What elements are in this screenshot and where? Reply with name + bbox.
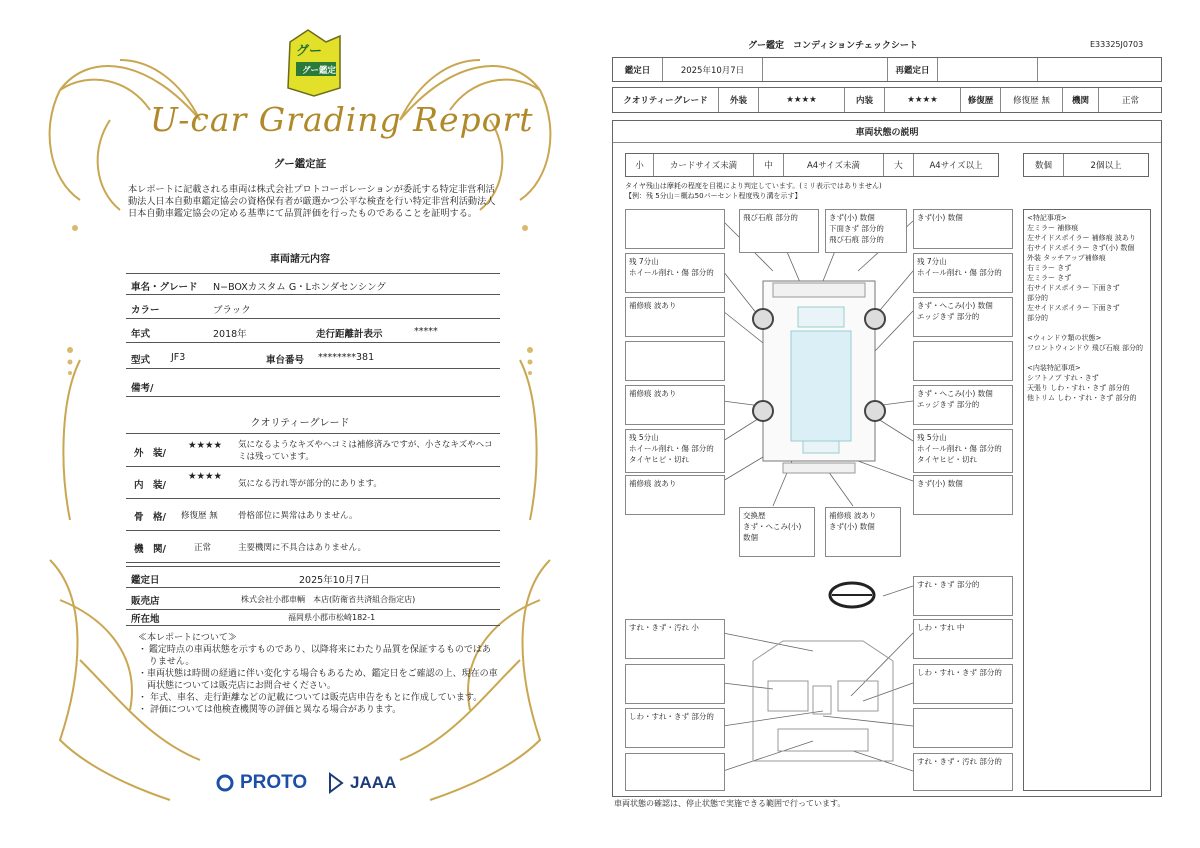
- steering-wheel-icon: [830, 583, 874, 607]
- interior-row: [126, 467, 500, 499]
- note-item: ・ 評価については他検査機関等の評価と異なる場合があります。: [138, 705, 402, 715]
- condition-box-top-2: きず(小) 数個 下面きず 部分的 飛び石痕 部分的: [825, 209, 907, 253]
- engine-value: 正常: [1121, 96, 1139, 106]
- repair-value: 修復歴 無: [1001, 88, 1063, 112]
- year-value: 2018年: [213, 329, 247, 340]
- proto-mark-icon: [216, 773, 234, 793]
- condition-box-right-2: 残 7分山 ホイール削れ・傷 部分的: [913, 253, 1013, 293]
- interior-box-6: [913, 708, 1013, 748]
- engine-label: 機関: [1063, 88, 1099, 112]
- special-note-line: 左サイドスポイラー 補修痕 波あり: [1027, 234, 1136, 242]
- engine-value: 正常: [194, 543, 212, 553]
- model-row: [126, 347, 500, 369]
- interior-box-2: しわ・すれ 中: [913, 619, 1013, 659]
- date-table: [612, 57, 1162, 82]
- ext-stars: ★★★★: [759, 88, 845, 112]
- sheet-code: E33325J0703: [1090, 40, 1144, 49]
- size-large: 大: [884, 154, 914, 176]
- frame-label: 骨 格/: [134, 512, 166, 523]
- script-title: U-car Grading Report: [150, 100, 534, 139]
- exterior-row: [126, 433, 500, 467]
- special-note-line: 右サイドスポイラー 下面きず: [1027, 284, 1120, 292]
- jaaa-mark-icon: [328, 772, 344, 794]
- condition-box-left-3: 補修痕 波あり: [625, 297, 725, 337]
- condition-check-sheet: [600, 0, 1200, 848]
- chassis-value: ********381: [318, 352, 375, 363]
- year-label: 年式: [131, 329, 151, 340]
- condition-box-right-4: [913, 341, 1013, 381]
- special-note-line: 部分的: [1027, 294, 1048, 302]
- special-note-line: [1027, 323, 1147, 333]
- special-note-line: <内装特記事項>: [1027, 364, 1081, 372]
- remarks-label: 備考/: [131, 383, 154, 394]
- condition-box-bottom-2: 補修痕 波あり きず(小) 数個: [825, 507, 901, 557]
- steering-condition-box: すれ・きず 部分的: [913, 576, 1013, 616]
- vehicle-name-label: 車名・グレード: [131, 282, 198, 293]
- exterior-stars: ★★★★: [188, 440, 223, 451]
- interior-box-5: しわ・すれ・きず 部分的: [625, 708, 725, 748]
- vehicle-name: N−BOXカスタム G・Lホンダセンシング: [213, 282, 386, 293]
- date-label: 鑑定日: [131, 575, 160, 586]
- condition-box-left-6: 残 5分山 ホイール削れ・傷 部分的 タイヤヒビ・切れ: [625, 429, 725, 473]
- special-note-line: 左ミラー 補修痕: [1027, 224, 1079, 232]
- condition-box-top-3: きず(小) 数個: [913, 209, 1013, 249]
- logo-text: グー鑑定: [302, 66, 337, 76]
- condition-box-top-1: 飛び石痕 部分的: [739, 209, 819, 253]
- interior-box-7: [625, 753, 725, 791]
- condition-box-right-5: きず・へこみ(小) 数個 エッジきず 部分的: [913, 385, 1013, 425]
- special-note-line: <ウィンドウ類の状態>: [1027, 334, 1102, 342]
- tire-note: タイヤ残山は摩耗の程度を目視により判定しています。(ミリ表示ではありません) 【例：残 5分山＝概ね50パーセント程度残り溝を示す】: [625, 182, 882, 200]
- size-small-desc: カードサイズ未満: [654, 154, 754, 176]
- special-note-line: 左サイドスポイラー 下面きず: [1027, 304, 1120, 312]
- interior-stars: ★★★★: [188, 471, 223, 482]
- dealer-value: 株式会社小郡車輌 本店(防衛省共済組合指定店): [241, 595, 416, 604]
- size-mid: 中: [754, 154, 784, 176]
- special-note-line: 天張り しわ・すれ・きず 部分的: [1027, 384, 1130, 392]
- count-label: 数個: [1024, 154, 1064, 176]
- certificate-heading: グー鑑定証: [273, 158, 327, 170]
- car-top-view: [753, 281, 885, 473]
- condition-box-bottom-1: 交換歴 きず・へこみ(小) 数個: [739, 507, 815, 557]
- special-note-line: シフトノブ すれ・きず: [1027, 374, 1099, 382]
- color-value: ブラック: [213, 305, 251, 316]
- redate-label: 再鑑定日: [888, 58, 938, 81]
- special-note-line: 部分的: [1027, 314, 1048, 322]
- size-small: 小: [626, 154, 654, 176]
- address-label: 所在地: [131, 614, 160, 625]
- mileage-label: 走行距離計表示: [316, 329, 383, 340]
- remarks-row: [126, 375, 500, 397]
- sheet-footer: 車両状態の確認は、停止状態で実施できる範囲で行っています。: [614, 799, 846, 808]
- year-row: [126, 321, 500, 343]
- condition-box-left-7: 補修痕 波あり: [625, 475, 725, 515]
- condition-panel: [612, 120, 1162, 797]
- interior-text: 気になる汚れ等が部分的にあります。: [238, 479, 382, 489]
- condition-box-left-4: [625, 341, 725, 381]
- special-note-line: 左ミラー きず: [1027, 274, 1072, 282]
- quality-table: [612, 87, 1162, 113]
- condition-box-right-3: きず・へこみ(小) 数個 エッジきず 部分的: [913, 297, 1013, 337]
- ext-label: 外装: [719, 88, 759, 112]
- special-note-line: フロントウィンドウ 飛び石痕 部分的: [1027, 344, 1144, 352]
- count-desc: 2個以上: [1090, 161, 1122, 171]
- condition-box-right-6: 残 5分山 ホイール削れ・傷 部分的 タイヤヒビ・切れ: [913, 429, 1013, 473]
- int-stars: ★★★★: [885, 88, 961, 112]
- repair-label: 修復歴: [961, 88, 1001, 112]
- quality-label: クオリティーグレード: [613, 88, 719, 112]
- special-note-line: 右ミラー きず: [1027, 264, 1072, 272]
- special-note-line: [1027, 353, 1147, 363]
- condition-box-right-7: きず(小) 数個: [913, 475, 1013, 515]
- notes-title: ≪本レポートについて≫: [138, 633, 237, 643]
- interior-box-8: すれ・きず・汚れ 部分的: [913, 753, 1013, 791]
- size-large-desc: A4サイズ以上: [929, 161, 983, 171]
- special-note-line: 右サイドスポイラー きず(小) 数個: [1027, 244, 1135, 252]
- interior-label: 内 装/: [134, 480, 166, 491]
- special-note-line: 外装 タッチアップ補修痕: [1027, 254, 1106, 262]
- proto-logo: PROTO: [216, 772, 307, 794]
- int-label: 内装: [845, 88, 885, 112]
- sheet-title: グー鑑定 コンディションチェックシート: [748, 41, 918, 51]
- car-interior-view: [753, 641, 893, 761]
- model-label: 型式: [131, 355, 151, 366]
- condition-box-left-2: 残 7分山 ホイール削れ・傷 部分的: [625, 253, 725, 293]
- date-label: 鑑定日: [613, 58, 663, 81]
- size-mid-desc: A4サイズ未満: [784, 154, 884, 176]
- date-value: 2025年10月7日: [299, 575, 370, 586]
- special-note-line: <特記事項>: [1027, 214, 1067, 222]
- condition-box-left-5: 補修痕 波あり: [625, 385, 725, 425]
- interior-box-1: すれ・きず・汚れ 小: [625, 619, 725, 659]
- date-row: [126, 566, 500, 588]
- intro-text: 本レポートに記載される車両は株式会社プロトコーポレーションが委託する特定非営利活動法人日本自動車鑑定協会の資格保有者が厳選かつ公平な検査を行い特定非営利活動法人日本自動車鑑定協会の定める基準にて品質評価を行ったものであることを証明する。: [128, 184, 496, 219]
- redate-value: [938, 58, 1038, 81]
- engine-text: 主要機関に不具合はありません。: [238, 543, 367, 553]
- color-row: [126, 297, 500, 319]
- vehicle-name-row: [126, 273, 500, 295]
- dealer-row: [126, 588, 500, 610]
- engine-row: [126, 531, 500, 563]
- special-note-line: 他トリム しわ・すれ・きず 部分的: [1027, 394, 1137, 402]
- frame-text: 骨格部位に異常はありません。: [238, 511, 358, 521]
- note-item: ・ 車両状態は時間の経過に伴い変化する場合もあるため、鑑定日をご確認の上、現在の車両状態については販売店にお問合せください。: [138, 669, 498, 691]
- address-row: [126, 608, 500, 626]
- color-label: カラー: [131, 305, 160, 316]
- section-title: 車両状態の説明: [613, 121, 1161, 143]
- frame-row: [126, 499, 500, 531]
- special-notes: [1023, 209, 1151, 791]
- engine-label: 機 関/: [134, 544, 166, 555]
- blank-cell: [763, 58, 888, 81]
- exterior-label: 外 装/: [134, 448, 166, 459]
- note-item: ・ 年式、車名、走行距離などの記載については販売店申告をもとに作成しています。: [138, 693, 483, 703]
- date-value: 2025年10月7日: [663, 58, 763, 81]
- exterior-text: 気になるようなキズやヘコミは補修済みですが、小さなキズやヘコミは残っています。: [238, 440, 493, 462]
- model-value: JF3: [171, 352, 186, 363]
- address-value: 福岡県小郡市松崎182-1: [288, 613, 376, 622]
- condition-box-left-1: [625, 209, 725, 249]
- dealer-label: 販売店: [131, 596, 160, 607]
- logo-mark: グー: [296, 44, 323, 59]
- jaaa-logo: JAAA: [328, 772, 396, 794]
- quality-heading: クオリティーグレード: [250, 418, 350, 429]
- chassis-label: 車台番号: [266, 355, 305, 366]
- frame-value: 修復歴 無: [181, 511, 218, 521]
- specs-heading: 車両諸元内容: [270, 254, 330, 265]
- interior-box-3: [625, 664, 725, 704]
- mileage-value: *****: [414, 326, 438, 337]
- report-notes: [138, 632, 498, 716]
- note-item: ・ 鑑定時点の車両状態を示すものであり、以降将来にわたり品質を保証するものではありません。: [138, 645, 491, 667]
- interior-box-4: しわ・すれ・きず 部分的: [913, 664, 1013, 704]
